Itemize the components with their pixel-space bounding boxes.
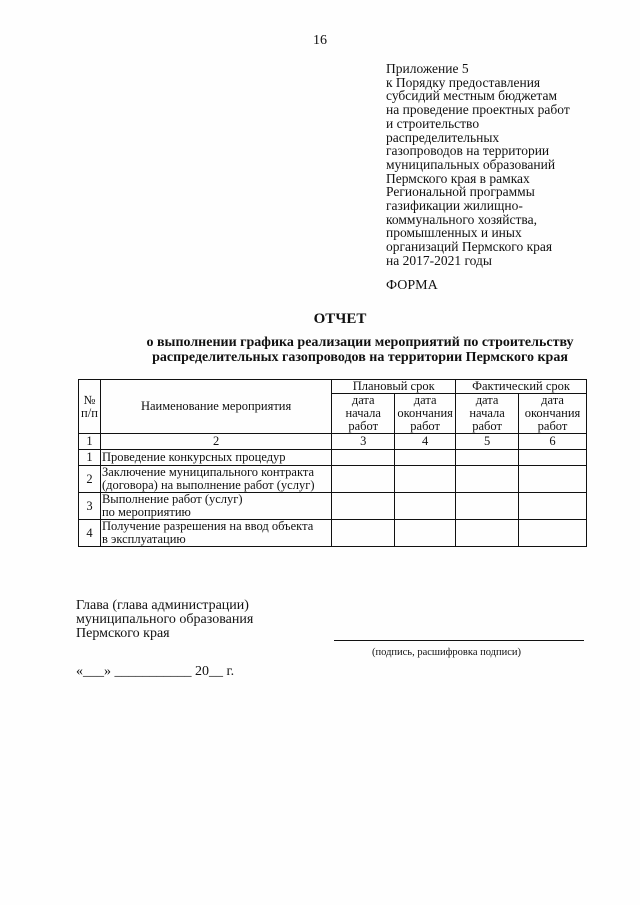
cell-actual-start[interactable]: [456, 520, 519, 547]
row-name-line: по мероприятию: [101, 505, 191, 519]
appendix-line: коммунального хозяйства,: [386, 211, 537, 227]
cell-planned-end[interactable]: [395, 520, 456, 547]
row-name: [100, 466, 331, 493]
table-row: [79, 493, 587, 520]
cell-planned-end[interactable]: [395, 450, 456, 466]
column-number-row: [79, 434, 587, 450]
appendix-line: и строительство: [386, 115, 480, 131]
report-title: ОТЧЕТ: [313, 311, 367, 327]
cell-actual-end[interactable]: [519, 466, 587, 493]
appendix-line: муниципальных образований: [386, 156, 556, 172]
table-row: [79, 466, 587, 493]
column-number: 6: [519, 434, 587, 450]
row-name: [100, 520, 331, 547]
table-row: [79, 450, 587, 466]
subtitle-line: о выполнении графика реализации мероприятий по строительству: [146, 335, 574, 350]
header-actual: Фактический срок: [456, 380, 587, 394]
cell-actual-start[interactable]: [456, 450, 519, 466]
row-name-line: Выполнение работ (услуг): [101, 492, 243, 506]
row-name-line: Проведение конкурсных процедур: [101, 450, 286, 464]
cell-actual-end[interactable]: [519, 520, 587, 547]
header-planned-end: дата окончания работ: [395, 394, 456, 434]
appendix-line: Региональной программы: [386, 184, 535, 200]
column-number: 5: [456, 434, 519, 450]
appendix-line: Приложение 5: [386, 61, 469, 76]
column-number: 4: [395, 434, 456, 450]
appendix-block: [386, 62, 626, 268]
appendix-line: на проведение проектных работ: [386, 102, 570, 118]
report-table: [78, 379, 587, 547]
appendix-line: к Порядку предоставления: [386, 74, 541, 90]
signature-caption: (подпись, расшифровка подписи): [372, 647, 522, 658]
cell-actual-start[interactable]: [456, 493, 519, 520]
signature-line: Пермского края: [76, 626, 170, 641]
appendix-line: на 2017-2021 годы: [386, 252, 492, 268]
row-number: 4: [79, 520, 101, 547]
cell-planned-start[interactable]: [332, 450, 395, 466]
row-name-line: Получение разрешения на ввод объекта: [101, 519, 314, 533]
form-label: ФОРМА: [386, 278, 438, 293]
cell-actual-end[interactable]: [519, 493, 587, 520]
appendix-line: субсидий местным бюджетам: [386, 88, 558, 104]
signature-line: муниципального образования: [76, 612, 254, 627]
appendix-line: Пермского края в рамках: [386, 170, 530, 186]
header-planned: Плановый срок: [332, 380, 456, 394]
cell-actual-end[interactable]: [519, 450, 587, 466]
header-actual-end: дата окончания работ: [519, 394, 587, 434]
signature-line: Глава (глава администрации): [76, 598, 249, 613]
page-number: 16: [313, 33, 327, 48]
cell-planned-start[interactable]: [332, 466, 395, 493]
row-name-line: в эксплуатацию: [101, 532, 186, 546]
cell-planned-end[interactable]: [395, 466, 456, 493]
row-name-line: (договора) на выполнение работ (услуг): [101, 478, 315, 492]
date-field[interactable]: «___» ___________ 20__ г.: [76, 664, 235, 679]
header-actual-start: дата начала работ: [456, 394, 519, 434]
cell-planned-start[interactable]: [332, 520, 395, 547]
row-number: 1: [79, 450, 101, 466]
header-num: № п/п: [79, 380, 101, 434]
cell-planned-end[interactable]: [395, 493, 456, 520]
column-number: 3: [332, 434, 395, 450]
column-number: 2: [100, 434, 331, 450]
row-number: 3: [79, 493, 101, 520]
appendix-line: промышленных и иных: [386, 225, 522, 241]
signature-underline[interactable]: [334, 640, 584, 641]
subtitle-line: распределительных газопроводов на территории Пермского края: [152, 350, 568, 365]
cell-planned-start[interactable]: [332, 493, 395, 520]
cell-actual-start[interactable]: [456, 466, 519, 493]
header-name: Наименование мероприятия: [100, 380, 331, 434]
row-name: [100, 450, 331, 466]
signature-block: [76, 599, 253, 641]
report-subtitle: [80, 335, 640, 365]
header-planned-start: дата начала работ: [332, 394, 395, 434]
appendix-line: организаций Пермского края: [386, 239, 553, 255]
row-name: [100, 493, 331, 520]
appendix-line: газификации жилищно-: [386, 198, 523, 214]
column-number: 1: [79, 434, 101, 450]
row-number: 2: [79, 466, 101, 493]
appendix-line: распределительных: [386, 129, 500, 145]
table-row: [79, 520, 587, 547]
appendix-line: газопроводов на территории: [386, 143, 550, 159]
row-name-line: Заключение муниципального контракта: [101, 465, 315, 479]
